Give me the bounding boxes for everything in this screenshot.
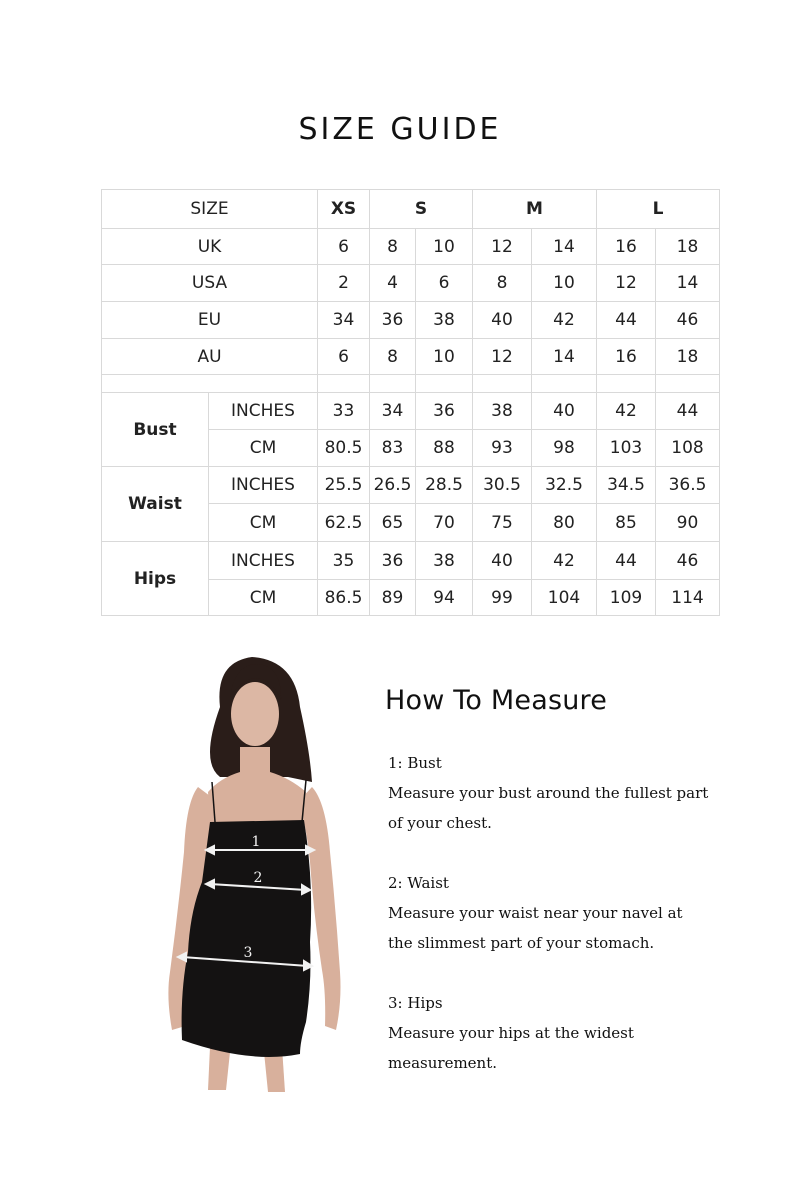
table-cell: 93 (473, 430, 532, 467)
unit-label: INCHES (209, 542, 318, 580)
step-text: of your chest. (388, 814, 492, 832)
spacer-cell (370, 375, 416, 393)
table-cell: 42 (532, 302, 597, 339)
table-cell: 44 (597, 542, 656, 580)
table-cell: 40 (473, 302, 532, 339)
table-cell: 10 (416, 339, 473, 375)
table-cell: 16 (597, 339, 656, 375)
region-label: UK (102, 229, 318, 265)
model-illustration (160, 652, 345, 1096)
table-cell: 86.5 (318, 580, 370, 616)
unit-label: CM (209, 580, 318, 616)
table-cell: 12 (597, 265, 656, 302)
spacer-cell (102, 375, 318, 393)
table-cell: 18 (656, 229, 720, 265)
model-figure-svg (160, 652, 345, 1096)
region-row-eu (102, 302, 720, 339)
table-cell: 28.5 (416, 467, 473, 504)
size-header-row (102, 190, 720, 229)
table-cell: 94 (416, 580, 473, 616)
spacer-row (102, 375, 720, 393)
table-cell: 42 (597, 393, 656, 430)
table-cell: 8 (370, 229, 416, 265)
spacer-cell (318, 375, 370, 393)
table-cell: 12 (473, 339, 532, 375)
table-cell: 33 (318, 393, 370, 430)
table-cell: 14 (532, 229, 597, 265)
step-waist (385, 868, 765, 958)
table-cell: 38 (416, 302, 473, 339)
table-cell: 109 (597, 580, 656, 616)
table-cell: 2 (318, 265, 370, 302)
table-cell: 14 (656, 265, 720, 302)
table-cell: 85 (597, 504, 656, 542)
table-cell: 36 (370, 302, 416, 339)
table-cell: 4 (370, 265, 416, 302)
legs-shape (208, 1047, 230, 1090)
step-text: Measure your hips at the widest (388, 1024, 634, 1042)
table-cell: 36 (370, 542, 416, 580)
table-cell: 89 (370, 580, 416, 616)
unit-label: INCHES (209, 393, 318, 430)
step-text: Measure your bust around the fullest part (388, 784, 709, 802)
table-cell: 70 (416, 504, 473, 542)
table-cell: 10 (416, 229, 473, 265)
spacer-cell (473, 375, 532, 393)
step-text: Measure your waist near your navel at (388, 904, 683, 922)
spacer-cell (416, 375, 473, 393)
table-cell: 8 (473, 265, 532, 302)
table-cell: 18 (656, 339, 720, 375)
unit-label: INCHES (209, 467, 318, 504)
bust-inches-row (102, 393, 720, 430)
table-cell: 44 (597, 302, 656, 339)
how-to-measure-section (385, 685, 765, 1108)
hips-marker-label: 3 (243, 945, 253, 961)
table-cell: 46 (656, 542, 720, 580)
region-row-au (102, 339, 720, 375)
face-shape (231, 682, 279, 746)
size-chart-table (101, 189, 720, 616)
hips-label: Hips (102, 542, 209, 616)
table-cell: 6 (318, 229, 370, 265)
table-cell: 14 (532, 339, 597, 375)
table-cell: 34.5 (597, 467, 656, 504)
table-cell: 26.5 (370, 467, 416, 504)
table-cell: 10 (532, 265, 597, 302)
table-cell: 65 (370, 504, 416, 542)
table-cell: 38 (473, 393, 532, 430)
size-group-l: L (597, 190, 720, 229)
table-cell: 99 (473, 580, 532, 616)
bust-marker-label: 1 (251, 834, 261, 850)
table-cell: 44 (656, 393, 720, 430)
table-cell: 25.5 (318, 467, 370, 504)
region-row-usa (102, 265, 720, 302)
table-cell: 36 (416, 393, 473, 430)
waist-label: Waist (102, 467, 209, 542)
spacer-cell (532, 375, 597, 393)
size-label-cell: SIZE (102, 190, 318, 229)
unit-label: CM (209, 430, 318, 467)
table-cell: 12 (473, 229, 532, 265)
region-label: EU (102, 302, 318, 339)
table-cell: 30.5 (473, 467, 532, 504)
table-cell: 46 (656, 302, 720, 339)
table-cell: 75 (473, 504, 532, 542)
table-cell: 32.5 (532, 467, 597, 504)
table-cell: 62.5 (318, 504, 370, 542)
table-cell: 6 (318, 339, 370, 375)
how-to-measure-heading: How To Measure (385, 685, 608, 716)
step-hips (385, 988, 765, 1078)
table-cell: 88 (416, 430, 473, 467)
table-cell: 104 (532, 580, 597, 616)
table-cell: 8 (370, 339, 416, 375)
size-group-m: M (473, 190, 597, 229)
table-cell: 42 (532, 542, 597, 580)
table-cell: 114 (656, 580, 720, 616)
unit-label: CM (209, 504, 318, 542)
spacer-cell (656, 375, 720, 393)
table-cell: 35 (318, 542, 370, 580)
step-text: measurement. (388, 1054, 498, 1072)
region-row-uk (102, 229, 720, 265)
table-cell: 36.5 (656, 467, 720, 504)
step-title: 2: Waist (388, 874, 449, 892)
step-title: 1: Bust (388, 754, 442, 772)
table-cell: 108 (656, 430, 720, 467)
size-group-s: S (370, 190, 473, 229)
waist-inches-row (102, 467, 720, 504)
step-bust (385, 748, 765, 838)
table-cell: 90 (656, 504, 720, 542)
region-label: AU (102, 339, 318, 375)
region-label: USA (102, 265, 318, 302)
size-group-xs: XS (318, 190, 370, 229)
page-title: SIZE GUIDE (298, 112, 502, 147)
table-cell: 34 (370, 393, 416, 430)
bust-label: Bust (102, 393, 209, 467)
table-cell: 80 (532, 504, 597, 542)
table-cell: 34 (318, 302, 370, 339)
table-cell: 80.5 (318, 430, 370, 467)
table-cell: 40 (473, 542, 532, 580)
table-cell: 38 (416, 542, 473, 580)
table-cell: 83 (370, 430, 416, 467)
table-cell: 98 (532, 430, 597, 467)
hips-inches-row (102, 542, 720, 580)
step-title: 3: Hips (388, 994, 443, 1012)
waist-marker-label: 2 (253, 870, 263, 886)
spacer-cell (597, 375, 656, 393)
table-cell: 16 (597, 229, 656, 265)
table-cell: 40 (532, 393, 597, 430)
table-cell: 103 (597, 430, 656, 467)
table-cell: 6 (416, 265, 473, 302)
step-text: the slimmest part of your stomach. (388, 934, 655, 952)
